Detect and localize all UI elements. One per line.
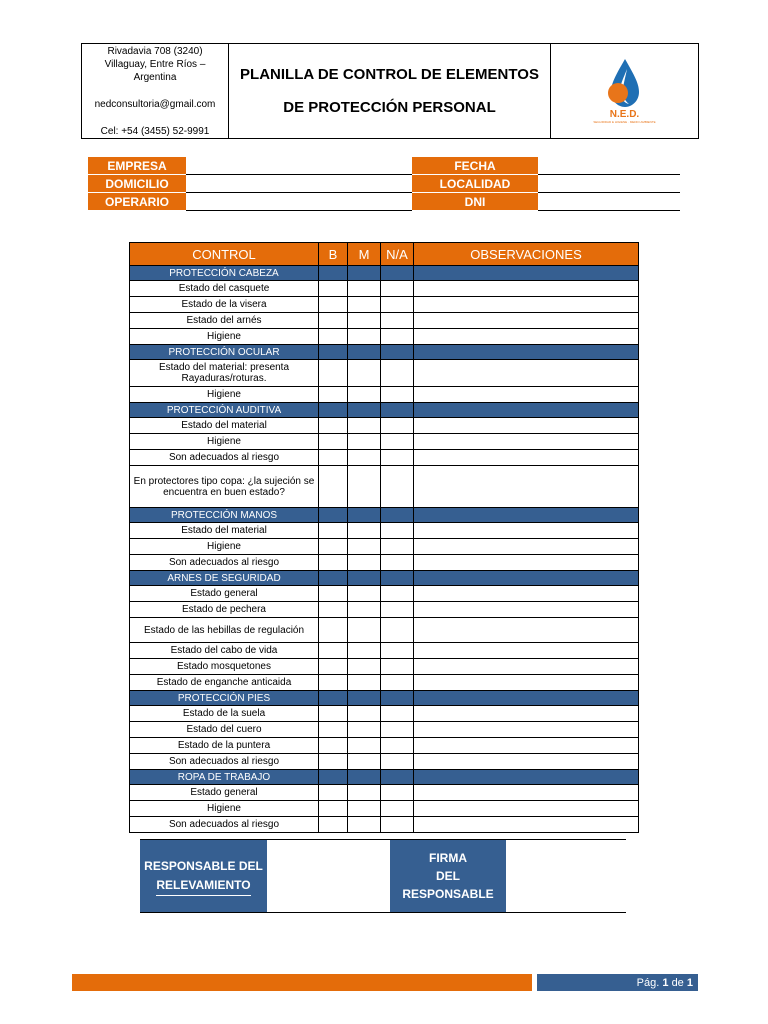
control-header: CONTROL (130, 243, 319, 266)
m-cell[interactable] (348, 539, 381, 555)
responsable-field[interactable] (267, 840, 390, 912)
m-cell[interactable] (348, 586, 381, 602)
page-current: 1 (662, 976, 669, 989)
na-cell[interactable] (381, 643, 414, 659)
table-row (130, 387, 639, 403)
control-item-label: Estado general (130, 586, 319, 602)
na-cell[interactable] (381, 659, 414, 675)
table-row (130, 754, 639, 770)
observaciones-cell[interactable] (414, 602, 639, 618)
b-cell[interactable] (319, 555, 348, 571)
b-cell[interactable] (319, 313, 348, 329)
section-row (130, 266, 639, 281)
control-item-label: Estado de enganche anticaida (130, 675, 319, 691)
observaciones-cell[interactable] (414, 281, 639, 297)
section-cell (319, 770, 348, 785)
section-title: PROTECCIÓN MANOS (130, 508, 319, 523)
table-row (130, 466, 639, 508)
observaciones-cell[interactable] (414, 722, 639, 738)
control-item-label: Estado de la visera (130, 297, 319, 313)
observaciones-cell[interactable] (414, 418, 639, 434)
control-table-body (130, 266, 639, 833)
empresa-field[interactable] (186, 157, 412, 175)
responsable-line-2: RELEVAMIENTO (156, 876, 250, 896)
m-cell[interactable] (348, 450, 381, 466)
m-cell[interactable] (348, 801, 381, 817)
m-cell[interactable] (348, 738, 381, 754)
section-cell (381, 770, 414, 785)
b-cell[interactable] (319, 297, 348, 313)
table-row (130, 523, 639, 539)
empresa-row (88, 157, 680, 175)
na-cell[interactable] (381, 539, 414, 555)
control-item-label: Estado mosquetones (130, 659, 319, 675)
b-header: B (319, 243, 348, 266)
table-row (130, 539, 639, 555)
observaciones-cell[interactable] (414, 523, 639, 539)
control-item-label: Estado de las hebillas de regulación (130, 618, 319, 643)
section-cell (348, 403, 381, 418)
page-prefix: Pág. (636, 976, 660, 989)
operario-field[interactable] (186, 193, 412, 211)
section-cell (348, 770, 381, 785)
observaciones-cell[interactable] (414, 738, 639, 754)
section-cell (348, 571, 381, 586)
section-title: PROTECCIÓN PIES (130, 691, 319, 706)
observaciones-cell[interactable] (414, 387, 639, 403)
control-item-label: Estado general (130, 785, 319, 801)
table-row (130, 722, 639, 738)
dni-label: DNI (412, 193, 538, 211)
section-cell (381, 403, 414, 418)
na-cell[interactable] (381, 466, 414, 508)
table-row (130, 329, 639, 345)
na-cell[interactable] (381, 434, 414, 450)
na-cell[interactable] (381, 801, 414, 817)
footer-orange-bar (72, 974, 532, 991)
na-cell[interactable] (381, 602, 414, 618)
na-cell[interactable] (381, 329, 414, 345)
m-cell[interactable] (348, 618, 381, 643)
b-cell[interactable] (319, 523, 348, 539)
section-row (130, 571, 639, 586)
observaciones-cell[interactable] (414, 555, 639, 571)
m-cell[interactable] (348, 313, 381, 329)
control-item-label: Estado del material (130, 418, 319, 434)
na-cell[interactable] (381, 450, 414, 466)
b-cell[interactable] (319, 817, 348, 833)
section-cell (319, 266, 348, 281)
b-cell[interactable] (319, 387, 348, 403)
section-cell (319, 571, 348, 586)
page-footer (72, 974, 698, 991)
b-cell[interactable] (319, 281, 348, 297)
firma-line-1: FIRMA (429, 851, 467, 865)
na-cell[interactable] (381, 754, 414, 770)
title-line-2: DE PROTECCIÓN PERSONAL (283, 99, 496, 116)
section-cell (319, 345, 348, 360)
b-cell[interactable] (319, 602, 348, 618)
section-title: PROTECCIÓN OCULAR (130, 345, 319, 360)
b-cell[interactable] (319, 434, 348, 450)
control-item-label: Estado de la puntera (130, 738, 319, 754)
m-cell[interactable] (348, 675, 381, 691)
m-cell[interactable] (348, 754, 381, 770)
section-row (130, 770, 639, 785)
observaciones-cell[interactable] (414, 643, 639, 659)
m-cell[interactable] (348, 659, 381, 675)
control-item-label: Estado del material (130, 523, 319, 539)
firma-line-3: RESPONSABLE (402, 887, 494, 901)
section-cell (381, 266, 414, 281)
section-cell (319, 508, 348, 523)
m-cell[interactable] (348, 418, 381, 434)
section-cell (414, 691, 639, 706)
observaciones-cell[interactable] (414, 329, 639, 345)
section-cell (414, 508, 639, 523)
b-cell[interactable] (319, 643, 348, 659)
observaciones-cell[interactable] (414, 313, 639, 329)
table-row (130, 602, 639, 618)
na-header: N/A (381, 243, 414, 266)
domicilio-field[interactable] (186, 175, 412, 193)
table-row (130, 434, 639, 450)
na-cell[interactable] (381, 297, 414, 313)
section-title: ARNES DE SEGURIDAD (130, 571, 319, 586)
table-row (130, 297, 639, 313)
section-cell (381, 571, 414, 586)
logo-text: N.E.D. (609, 109, 640, 120)
b-cell[interactable] (319, 675, 348, 691)
b-cell[interactable] (319, 360, 348, 387)
na-cell[interactable] (381, 281, 414, 297)
table-row (130, 675, 639, 691)
table-row (130, 555, 639, 571)
localidad-field[interactable] (538, 175, 680, 193)
section-cell (348, 345, 381, 360)
b-cell[interactable] (319, 801, 348, 817)
company-contact (82, 44, 229, 138)
na-cell[interactable] (381, 586, 414, 602)
table-header-row (130, 243, 639, 266)
b-cell[interactable] (319, 418, 348, 434)
responsable-line-1: RESPONSABLE DEL (144, 858, 263, 873)
table-row (130, 706, 639, 722)
b-cell[interactable] (319, 466, 348, 508)
na-cell[interactable] (381, 722, 414, 738)
section-row (130, 691, 639, 706)
operario-row (88, 193, 680, 211)
logo-subtext: SEGURIDAD E HIGIENE · MEDIO AMBIENTE (593, 120, 656, 124)
na-cell[interactable] (381, 418, 414, 434)
address-line-1: Rivadavia 708 (3240) (107, 46, 203, 57)
m-cell[interactable] (348, 434, 381, 450)
address-line-2: Villaguay, Entre Ríos – (104, 59, 206, 70)
m-cell[interactable] (348, 555, 381, 571)
section-cell (414, 403, 639, 418)
control-item-label: Son adecuados al riesgo (130, 555, 319, 571)
b-cell[interactable] (319, 738, 348, 754)
observaciones-cell[interactable] (414, 817, 639, 833)
section-cell (348, 266, 381, 281)
section-cell (414, 345, 639, 360)
b-cell[interactable] (319, 586, 348, 602)
section-title: PROTECCIÓN CABEZA (130, 266, 319, 281)
control-item-label: Estado de la suela (130, 706, 319, 722)
observaciones-cell[interactable] (414, 539, 639, 555)
control-item-label: Higiene (130, 539, 319, 555)
table-row (130, 586, 639, 602)
control-item-label: En protectores tipo copa: ¿la sujeción se encuentra en buen estado? (130, 466, 319, 508)
fecha-label: FECHA (412, 157, 538, 175)
section-row (130, 403, 639, 418)
na-cell[interactable] (381, 523, 414, 539)
m-cell[interactable] (348, 360, 381, 387)
section-cell (414, 266, 639, 281)
control-item-label: Son adecuados al riesgo (130, 754, 319, 770)
table-row (130, 659, 639, 675)
table-row (130, 450, 639, 466)
localidad-label: LOCALIDAD (412, 175, 538, 193)
company-logo (551, 44, 698, 138)
page-of: de (671, 976, 684, 989)
table-row (130, 738, 639, 754)
control-item-label: Higiene (130, 387, 319, 403)
b-cell[interactable] (319, 539, 348, 555)
signature-block (140, 839, 626, 913)
b-cell[interactable] (319, 618, 348, 643)
observaciones-cell[interactable] (414, 466, 639, 508)
firma-line-2: DEL (436, 869, 460, 883)
observaciones-cell[interactable] (414, 450, 639, 466)
section-cell (348, 691, 381, 706)
m-cell[interactable] (348, 387, 381, 403)
observaciones-cell[interactable] (414, 297, 639, 313)
section-cell (319, 403, 348, 418)
contact-email: nedconsultoria@gmail.com (94, 99, 216, 110)
domicilio-label: DOMICILIO (88, 175, 186, 193)
table-row (130, 817, 639, 833)
firma-field[interactable] (506, 840, 626, 912)
page-total: 1 (686, 976, 693, 989)
m-cell[interactable] (348, 817, 381, 833)
observaciones-cell[interactable] (414, 801, 639, 817)
m-cell[interactable] (348, 281, 381, 297)
control-item-label: Estado del arnés (130, 313, 319, 329)
b-cell[interactable] (319, 722, 348, 738)
na-cell[interactable] (381, 706, 414, 722)
empresa-label: EMPRESA (88, 157, 186, 175)
m-cell[interactable] (348, 329, 381, 345)
table-row (130, 360, 639, 387)
na-cell[interactable] (381, 555, 414, 571)
m-cell[interactable] (348, 706, 381, 722)
control-item-label: Higiene (130, 801, 319, 817)
operario-label: OPERARIO (88, 193, 186, 211)
b-cell[interactable] (319, 754, 348, 770)
control-item-label: Estado del material: presenta Rayaduras/roturas. (130, 360, 319, 387)
section-cell (414, 571, 639, 586)
section-row (130, 345, 639, 360)
b-cell[interactable] (319, 450, 348, 466)
m-cell[interactable] (348, 785, 381, 801)
drop-logo-icon (587, 57, 663, 109)
section-cell (348, 508, 381, 523)
observaciones-cell[interactable] (414, 785, 639, 801)
control-item-label: Estado del cuero (130, 722, 319, 738)
contact-phone: Cel: +54 (3455) 52-9991 (100, 126, 210, 137)
responsable-label (140, 840, 267, 912)
m-cell[interactable] (348, 297, 381, 313)
table-row (130, 281, 639, 297)
section-cell (319, 691, 348, 706)
b-cell[interactable] (319, 706, 348, 722)
control-item-label: Estado del casquete (130, 281, 319, 297)
m-header: M (348, 243, 381, 266)
control-item-label: Son adecuados al riesgo (130, 450, 319, 466)
document-title (229, 44, 551, 138)
fecha-field[interactable] (538, 157, 680, 175)
table-row (130, 313, 639, 329)
b-cell[interactable] (319, 659, 348, 675)
address-line-3: Argentina (133, 72, 177, 83)
observaciones-cell[interactable] (414, 675, 639, 691)
firma-label (390, 840, 506, 912)
table-row (130, 801, 639, 817)
dni-field[interactable] (538, 193, 680, 211)
section-cell (381, 345, 414, 360)
na-cell[interactable] (381, 313, 414, 329)
observaciones-cell[interactable] (414, 754, 639, 770)
m-cell[interactable] (348, 466, 381, 508)
m-cell[interactable] (348, 643, 381, 659)
m-cell[interactable] (348, 523, 381, 539)
m-cell[interactable] (348, 602, 381, 618)
page-number (537, 974, 698, 991)
section-cell (381, 508, 414, 523)
na-cell[interactable] (381, 360, 414, 387)
na-cell[interactable] (381, 738, 414, 754)
observaciones-header: OBSERVACIONES (414, 243, 639, 266)
document-header (81, 43, 699, 139)
control-item-label: Higiene (130, 329, 319, 345)
na-cell[interactable] (381, 387, 414, 403)
control-item-label: Son adecuados al riesgo (130, 817, 319, 833)
na-cell[interactable] (381, 618, 414, 643)
m-cell[interactable] (348, 722, 381, 738)
section-title: ROPA DE TRABAJO (130, 770, 319, 785)
table-row (130, 643, 639, 659)
b-cell[interactable] (319, 785, 348, 801)
na-cell[interactable] (381, 817, 414, 833)
observaciones-cell[interactable] (414, 360, 639, 387)
control-item-label: Higiene (130, 434, 319, 450)
control-item-label: Estado del cabo de vida (130, 643, 319, 659)
na-cell[interactable] (381, 785, 414, 801)
section-cell (381, 691, 414, 706)
observaciones-cell[interactable] (414, 706, 639, 722)
observaciones-cell[interactable] (414, 586, 639, 602)
control-item-label: Estado de pechera (130, 602, 319, 618)
table-row (130, 785, 639, 801)
title-line-1: PLANILLA DE CONTROL DE ELEMENTOS (240, 66, 539, 83)
section-title: PROTECCIÓN AUDITIVA (130, 403, 319, 418)
table-row (130, 618, 639, 643)
observaciones-cell[interactable] (414, 434, 639, 450)
na-cell[interactable] (381, 675, 414, 691)
table-row (130, 418, 639, 434)
b-cell[interactable] (319, 329, 348, 345)
domicilio-row (88, 175, 680, 193)
control-table (129, 242, 639, 833)
section-row (130, 508, 639, 523)
observaciones-cell[interactable] (414, 659, 639, 675)
section-cell (414, 770, 639, 785)
observaciones-cell[interactable] (414, 618, 639, 643)
